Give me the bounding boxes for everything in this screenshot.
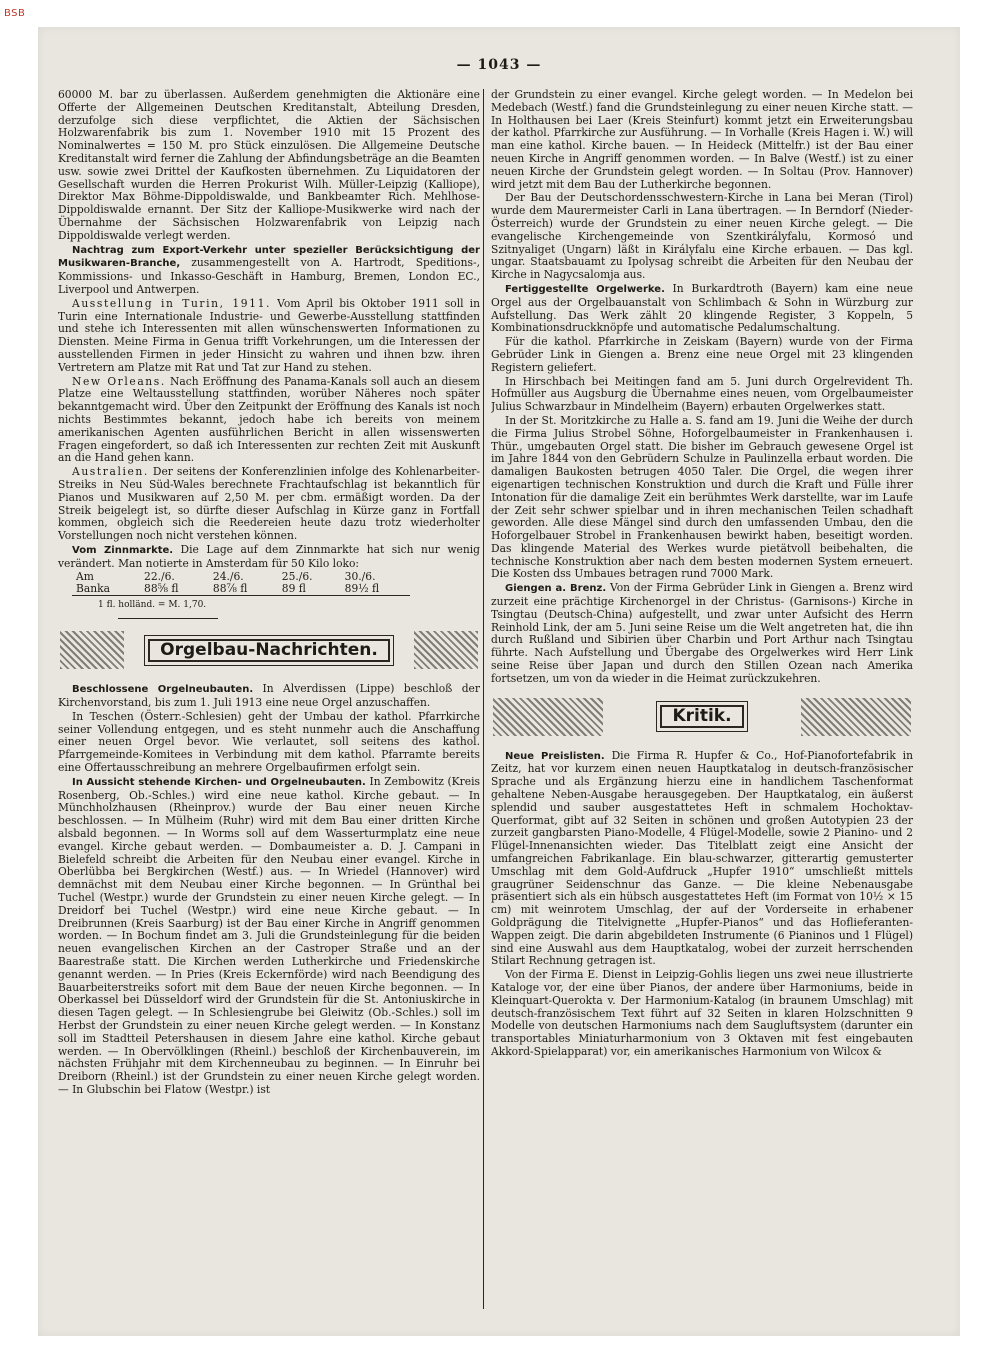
paragraph-text: Vom April bis Oktober 1911 soll in Turin eine Internationale Industrie- und Gewerbe-Ausstellung stattfinden und stehe ich Interessenten mit allen wünschenswerten Informationen zu Diensten. Meine Firma in Genua trifft Vorkehrungen, um die Interessen der ausstellenden Firmen in jeder Hinsicht zu wahren und ihnen bzw. ihren Vertretern am Platze mit Rat und Tat zur Hand zu stehen. [58,296,480,374]
article-paragraph: In der St. Moritzkirche zu Halle a. S. fand am 19. Juni die Weihe der durch die Firma Julius Strobel Söhne, Hoforgelbaumeister in Frankenhausen i. Thür., umgebauten Orgel statt. Die bisher im Gebrauch gewesene Orgel ist im Jahre 1844 von den Gebrüdern Schulze in Paulinzella erbaut worden. Die damaligen Baukosten betrugen 4050 Taler. Die Orgel, die wegen ihrer eigenartigen technischen Konstruktion und durch die Kraft und Fülle ihrer Intonation für die damalige Zeit ein berühmtes Werk darstellte, war im Laufe der Zeit sehr schwer spielbar und in ihren mechanischen Teilen schadhaft geworden. Alle diese Mängel sind durch den umfassenden Umbau, den die Hoforgelbauer Strobel in Frankenhausen bewirkt haben, beseitigt worden. Das klingende Material des Werkes wurde pietätvoll beibehalten, die technische Konstruktion aber nach dem besten modernen System erneuert. Die Kosten dss Umbaues betragen rund 7000 Mark. [491,413,913,581]
footnote: 1 fl. holländ. = M. 1,70. [98,600,207,611]
article-paragraph: 60000 M. bar zu überlassen. Außerdem genehmigten die Aktionäre eine Offerte der Allgemeinen Deutschen Kreditanstalt, Abteilung Dresden, derzufolge sich diese verpflichtet, die Aktien der Sächsischen Holzwarenfabrik bis zum 1. November 1910 mit 15 Prozent des Nominalwertes = 150 M. pro Stück einzulösen. Die Allgemeine Deutsche Kreditanstalt wird ferner die Zahlung der Abfindungsbeträge an die Beamten usw. sowie zwei Drittel der Kaufkosten übernehmen. Zu Liquidatoren der Gesellschaft wurden die Herren Prokurist Wilh. Müller-Leipzig (Kalliope), Direktor Max Böhme-Dippoldiswalde, und Bankbeamter Rich. Mehlhose-Dippoldiswalde ernannt. Der Sitz der Kalliope-Musikwerke wird nach der Übernahme der Sächsischen Holzwarenfabrik von Leipzig nach Dippoldiswalde verlegt werden. [58,89,480,242]
table-header: 30./6. [344,570,376,584]
table-cell: 89½ fl [341,583,410,596]
table-cell: 88⅝ fl [140,583,209,596]
article-paragraph: Für die kathol. Pfarrkirche in Zeiskam (Bayern) wurde von der Firma Gebrüder Link in Giengen a. Brenz eine neue Orgel mit 23 klingenden Registern geliefert. [491,335,913,374]
article-paragraph [491,750,913,969]
article-paragraph: Der Bau der Deutschordensschwestern-Kirche in Lana bei Meran (Tirol) wurde dem Maurermeister Carli in Lana übertragen. — In Berndorf (Nieder-Österreich) wurde der Grundstein zu einer neuen Kirche gelegt. — Die evangelische Kirchengemeinde von Szentkirályfalu, Kormosó und Szitnyaliget (Ungarn) läßt in Királyfalu eine Kirche erbauen. — Das kgl. ungar. Staatsbauamt zu Ipolysag schreibt die Arbeiten für den Neubau der Kirche in Nagycsalomja aus. [491,191,913,282]
table-header: 22./6. [144,570,175,584]
section-heading: Neue Preislisten. [505,750,605,762]
column-divider [483,89,484,1309]
article-paragraph [58,466,480,543]
section-heading: Fertiggestellte Orgelwerke. [505,283,665,295]
right-column [491,89,913,1305]
section-banner [58,627,480,673]
paragraph-text: In Zembowitz (Kreis Rosenberg, Ob.-Schles.) wird eine neue kathol. Kirche gebaut. — In Münchholzhausen (Rheinprov.) wurde der Bau einer neuen Kirche beschlossen. — In Mülheim (Ruhr) wird mit dem Bau einer dritten Kirche alsbald begonnen. — In Worms soll auf dem Wasserturmplatz eine neue evangel. Kirche gebaut werden. — Dombaumeister a. D. J. Campani in Bielefeld schreibt die Arbeiten für den Neubau einer evangel. Kirche in Oberlübba bei Bergkirchen (Westf.) aus. — In Wriedel (Hannover) wird demnächst mit dem Neubau einer Kirche begonnen. — In Grünthal bei Tuchel (Westpr.) wurde der Grundstein zu einer neuen Kirche gelegt. — In Dreidorf bei Tuchel (Westpr.) wird eine neue Kirche gebaut. — In Dreibrunnen (Kreis Saarburg) ist der Bau einer Kirche in Angriff genommen worden. — In Bochum findet am 3. Juli die Grundsteinlegung für die beiden neuen evangelischen Kirchen an der Castroper Straße und an der Baarestraße statt. Die Kirchen werden Lutherkirche und Friedenskirche genannt werden. — In Pries (Kreis Eckernförde) wird nach Beendigung des Bauarbeiterstreiks sofort mit dem Baue der neuen Kirche begonnen. — In Oberkassel bei Düsseldorf wird der Grundstein für die St. Antoniuskirche in diesen Tagen gelegt. — In Schlesiengrube bei Gleiwitz (Ob.-Schles.) soll im Herbst der Grundstein zu einer neuen Kirche gelegt werden. — In Konstanz soll im Stadtteil Petershausen in diesem Jahre eine kathol. Kirche gebaut werden. — In Obervölklingen (Rheinl.) beschloß der Kirchenbauverein, im nächsten Frühjahr mit dem Kirchenneubau zu beginnen. — In Einruhr bei Dreiborn (Rheinl.) ist der Grundstein zu einer neuen Kirche gelegt worden. — In Glubschin bei Flatow (Westpr.) ist [58,774,480,1096]
paragraph-text: Die Firma R. Hupfer & Co., Hof-Pianofortefabrik in Zeitz, hat vor kurzem einen neuen Hauptkatalog in deutsch-französischer Sprache und als Ergänzung hierzu eine in handlichem Taschenformat gehaltene Neben-Ausgabe herausgegeben. Der Hauptkatalog, ein äußerst splendid und sauber ausgestattetes Heft in schmalem Hochoktav-Querformat, gibt auf 32 Seiten in schönen und großen Autotypien 23 der zurzeit gangbarsten Piano-Modelle, 4 Flügel-Modelle, sowie 2 Pianino- und 2 Flügel-Innenansichten wieder. Das Titelblatt zeigt eine Ansicht der umfangreichen Fabrikanlage. Ein blau-schwarzer, gitterartig gemusterter Umschlag mit dem Gold-Aufdruck „Hupfer 1910“ umschließt mittels graugrüner Seidenschnur das Ganze. — Die kleine Nebenausgabe präsentiert sich als ein hübsch ausgestattetes Heft (im Format von 10½ × 15 cm) mit weinrotem Umschlag, der auf der Vorderseite in erhabener Goldprägung die Titelvignette „Hupfer-Pianos“ und das Hoflieferanten-Wappen zeigt. Die darin abgebildeten Instrumente (6 Pianinos und 1 Flügel) sind eine Auswahl aus dem Hauptkatalog, wobei der zurzeit herrschenden Stilart Rechnung getragen ist. [491,748,913,968]
article-paragraph [58,683,480,710]
article-paragraph [58,376,480,466]
article-paragraph [58,244,480,297]
spaced-lead: New Orleans. [72,374,166,388]
section-heading: Nachtrag zum Export-Verkehr unter spezieller Berücksichtigung der Musikwaren-Branche, [58,244,480,270]
banner-title: Orgelbau-Nachrichten. [148,639,390,662]
article-paragraph [491,582,913,685]
table-row [72,583,410,596]
article-paragraph: der Grundstein zu einer evangel. Kirche gelegt worden. — In Medelon bei Medebach (Westf.) fand die Grundsteinlegung zu einer neuen Kirche statt. — In Holthausen bei Laer (Kreis Steinfurt) kommt jetzt ein Erweiterungsbau der kathol. Pfarrkirche zur Ausführung. — In Vorhalle (Kreis Hagen i. W.) will man eine kathol. Kirche bauen. — In Heideck (Mittelfr.) ist der Bau einer neuen Kirche in Angriff genommen worden. — In Balve (Westf.) ist zu einer neuen Kirche der Grundstein gelegt worden. — In Soltau (Prov. Hannover) wird jetzt mit dem Bau der Lutherkirche begonnen. [491,89,913,191]
divider [118,618,218,619]
page-number: — 1043 — [456,57,542,73]
paragraph-text: Von der Firma Gebrüder Link in Giengen a. Brenz wird zurzeit eine prächtige Kirchenorgel in der Christus- (Garnisons-) Kirche in Tsingtau (Deutsch-China) aufgestellt, und zwar unter Aufsicht des Herrn Reinhold Link, der am 5. Juni seine Reise um die Welt angetreten hat, die ihn durch Rußland und Sibirien über Charbin und Port Arthur nach Tsingtau führte. Nach Aufstellung und Übergabe des Orgelwerkes wird Herr Link seine Reise über Japan und durch den Stillen Ozean nach Amerika fortsetzen, um von da wieder in die Heimat zurückzukehren. [491,581,913,685]
paragraph-text: Die Lage auf dem Zinnmarkte hat sich nur wenig verändert. Man notierte in Amsterdam für 50 Kilo loko: [58,542,480,570]
tin-price-table [72,571,410,596]
table-header: 25./6. [281,570,313,584]
article-paragraph: In Hirschbach bei Meitingen fand am 5. Juni durch Orgelrevident Th. Hofmüller aus Augsburg die Übernahme eines neuen, vom Orgelbaumeister Julius Schwarzbaur in Mindelheim (Bayern) erbauten Orgelwerkes statt. [491,374,913,414]
paragraph-text: Nach Eröffnung des Panama-Kanals soll auch an diesem Platze eine Weltausstellung stattfinden, worüber Näheres noch später bekanntgemacht wird. Über den Zeitpunkt der Eröffnung des Kanals ist noch nichts Bestimmtes bekannt, jedoch habe ich bereits von meinem amerikanischen Agenten ausführlichen Bericht in allen wissenswerten Fragen eingefordert, so daß ich Interessenten zur rechten Zeit mit Auskunft an die Hand gehen kann. [58,374,480,465]
article-paragraph [58,298,480,375]
table-label: Banka [72,583,140,596]
paragraph-text: In Burkardtroth (Bayern) kam eine neue Orgel aus der Orgelbauanstalt von Schlimbach & Sohn in Würzburg zur Aufstellung. Das Werk zählt 20 klingende Register, 3 Koppeln, 5 Kombinationsdruckknöpfe und automatische Pedalumschaltung. [491,281,913,335]
newspaper-page [38,27,960,1336]
paragraph-text: In Alverdissen (Lippe) beschloß der Kirchenvorstand, bis zum 1. Juli 1913 eine neue Orgel anzuschaffen. [58,682,480,710]
section-heading: In Aussicht stehende Kirchen- und Orgelneubauten. [72,776,366,788]
table-cell: 88⅞ fl [209,583,278,596]
paragraph-text: zusammengestellt von A. Hartrodt, Speditions-, Kommissions- und Inkasso-Geschäft in Hamburg, Bremen, London EC., Liverpool und Antwerpen. [58,256,480,296]
article-paragraph [58,544,480,571]
banner-title: Kritik. [660,705,743,728]
section-banner [491,694,913,740]
table-label: Am [76,570,94,584]
article-paragraph: In Teschen (Österr.-Schlesien) geht der Umbau der kathol. Pfarrkirche seiner Vollendung entgegen, und es steht nunmehr auch die Anschaffung einer neuen Orgel bevor. Wie verlautet, soll seitens des kathol. Pfarrgemeinde-Komitees in Verbindung mit dem kathol. Pfarramte bereits eine Offertausschreibung an mehrere Orgelbaufirmen erfolgt sein. [58,709,480,775]
library-watermark: BSB [4,8,26,19]
table-header: 24./6. [212,570,244,584]
spaced-lead: Australien. [72,465,149,479]
section-heading: Beschlossene Orgelneubauten. [72,684,254,696]
article-paragraph: Von der Firma E. Dienst in Leipzig-Gohlis liegen uns zwei neue illustrierte Kataloge vor, der eine über Pianos, der andere über Harmoniums, beide in Kleinquart-Querokta v. Der Harmonium-Katalog (in braunem Umschlag) mit deutsch-französischem Text führt auf 32 Seiten in klaren Holzschnitten 9 Modelle von deutschen Harmoniums nach dem Saugluftsystem (darunter ein transportables Miniaturharmonium von 3 Oktaven mit fest eingebauten Akkord-Spielapparat) vor, ein amerikanisches Harmonium von Wilcox & [491,968,913,1058]
article-paragraph [58,776,480,1097]
spaced-lead: Ausstellung in Turin, 1911. [72,296,271,310]
paragraph-text: Der seitens der Konferenzlinien infolge des Kohlenarbeiter-Streiks in Neu Süd-Wales berechnete Frachtaufschlag ist bekanntlich für Pianos und Musikwaren auf 2,50 M. per cbm. ermäßigt worden. Da der Streik beigelegt ist, so dürfte dieser Aufschlag in Kürze ganz in Fortfall kommen, obgleich sich die Reedereien heute dazu trotz wiederholter Vorstellungen noch nicht verstehen können. [58,465,480,543]
article-paragraph [491,283,913,335]
left-column [58,89,480,1305]
section-heading: Giengen a. Brenz. [505,583,607,595]
table-cell: 89 fl [278,583,341,596]
section-heading: Vom Zinnmarkte. [72,544,174,556]
